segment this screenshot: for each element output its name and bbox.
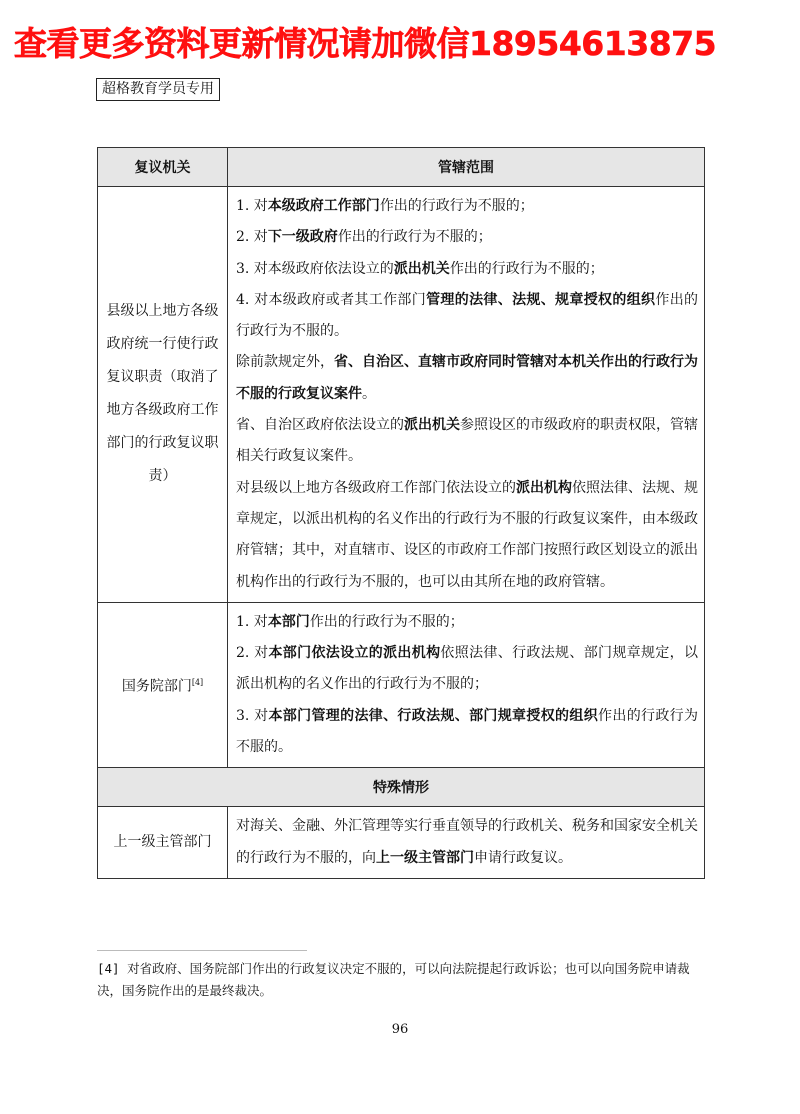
- scope-text: 省、自治区政府依法设立的: [236, 417, 404, 434]
- scope-cell: [228, 187, 705, 603]
- emphasis-text: 派出机构: [516, 479, 572, 496]
- review-organ-local-gov: 县级以上地方各级政府统一行使行政复议职责（取消了地方各级政府工作部门的行政复议职责）: [98, 187, 228, 603]
- scope-paragraph: [236, 347, 698, 410]
- emphasis-text: 本部门管理的法律、行政法规、部门规章授权的组织: [268, 707, 599, 724]
- emphasis-text: 管理的法律、法规、规章授权的组织: [426, 291, 656, 308]
- watermark-banner: 查看更多资料更新情况请加微信18954613875: [14, 24, 717, 63]
- emphasis-text: 下一级政府: [267, 229, 338, 246]
- scope-text: 作出的行政行为不服的。: [236, 291, 699, 340]
- review-jurisdiction-table: [97, 147, 705, 879]
- review-organ-higher-authority: 上一级主管部门: [98, 807, 228, 879]
- section-special-cases: 特殊情形: [98, 768, 705, 807]
- section-row: [98, 768, 705, 807]
- header-jurisdiction-scope: 管辖范围: [228, 148, 705, 187]
- scope-paragraph: [236, 254, 698, 285]
- scope-text: 2. 对: [236, 645, 269, 662]
- footnote: [4] 对省政府、国务院部门作出的行政复议决定不服的，可以向法院提起行政诉讼；也可以向国务院申请裁决，国务院作出的是最终裁决。: [97, 961, 690, 998]
- scope-text: 对县级以上地方各级政府工作部门依法设立的: [236, 479, 516, 496]
- emphasis-text: 省、自治区、直辖市政府同时管辖对本机关作出的行政行为不服的行政复议案件: [236, 354, 698, 402]
- scope-text: 依照法律、行政法规、部门规章规定，以派出机构的名义作出的行政行为不服的；: [236, 645, 699, 693]
- scope-paragraph: [236, 222, 698, 253]
- scope-cell: [228, 602, 705, 767]
- scope-paragraph: [236, 410, 698, 473]
- emphasis-text: 本部门: [267, 613, 310, 630]
- scope-paragraph: [236, 811, 698, 874]
- review-organ-state-council-dept: [98, 602, 228, 767]
- scope-text: 依照法律、法规、规章规定，以派出机构的名义作出的行政行为不服的行政复议案件，由本级政府管辖；其中，对直辖市、设区的市政府工作部门按照行政区划设立的派出机构作出的行政行为不服的，也可以由其所在地的政府管辖。: [236, 479, 698, 590]
- scope-text: 对海关、金融、外汇管理等实行垂直领导的行政机关、税务和国家安全机关的行政行为不服的，向: [236, 818, 698, 866]
- scope-text: 3. 对: [236, 707, 269, 724]
- emphasis-text: 本部门依法设立的派出机构: [268, 645, 441, 662]
- footnote-divider: [97, 950, 307, 951]
- scope-text: 作出的行政行为不服的。: [236, 707, 699, 756]
- student-use-stamp: 超格教育学员专用: [96, 78, 220, 101]
- scope-text: 作出的行政行为不服的；: [379, 198, 534, 214]
- scope-paragraph: [236, 473, 698, 598]
- emphasis-text: 本级政府工作部门: [267, 198, 380, 214]
- scope-text: 2. 对: [236, 229, 268, 246]
- scope-text: 1. 对: [236, 613, 268, 630]
- scope-text: 1. 对: [236, 198, 268, 214]
- scope-text: 。: [362, 385, 376, 402]
- scope-cell: [228, 807, 705, 879]
- scope-text: 参照设区的市级政府的职责权限，管辖相关行政复议案件。: [236, 417, 698, 465]
- table-row: [98, 807, 705, 879]
- header-review-organ: 复议机关: [98, 148, 228, 187]
- page-number: 96: [391, 1022, 409, 1037]
- scope-text: 3. 对本级政府依法设立的: [236, 260, 394, 277]
- scope-paragraph: [236, 607, 698, 638]
- scope-text: 作出的行政行为不服的；: [337, 229, 492, 246]
- scope-text: 4. 对本级政府或者其工作部门: [236, 291, 427, 308]
- scope-text: 作出的行政行为不服的；: [449, 260, 604, 277]
- scope-paragraph: [236, 701, 698, 764]
- table-row: [98, 187, 705, 603]
- emphasis-text: 上一级主管部门: [376, 849, 474, 866]
- scope-paragraph: [236, 638, 698, 701]
- org-label: 国务院部门: [121, 678, 192, 695]
- emphasis-text: 派出机关: [393, 260, 450, 277]
- scope-text: 作出的行政行为不服的；: [309, 613, 464, 630]
- scope-text: 除前款规定外，: [236, 354, 334, 371]
- table-row: [98, 602, 705, 767]
- scope-paragraph: [236, 285, 698, 348]
- footnote-ref: [4]: [191, 678, 204, 688]
- table-header-row: [98, 148, 705, 187]
- emphasis-text: 派出机关: [404, 417, 460, 434]
- scope-paragraph: [236, 191, 698, 222]
- scope-text: 申请行政复议。: [474, 849, 572, 866]
